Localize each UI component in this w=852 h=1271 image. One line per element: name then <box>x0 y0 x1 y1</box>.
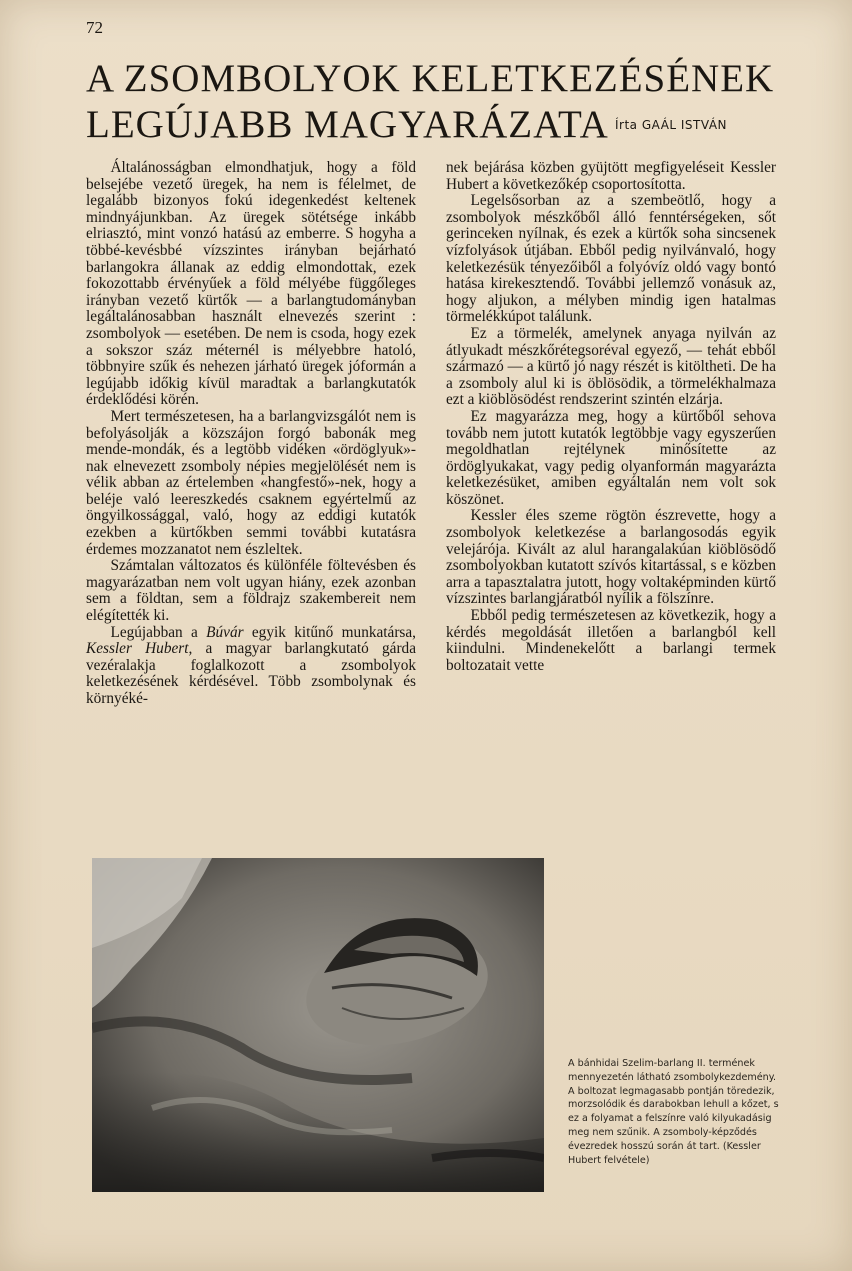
photo-caption: A bánhidai Szelim-barlang II. termének mennyezetén látható zsombolykezdemény. A boltozat legmagasabb pontján töredezik, morzsolódik és darabokban lehull a kőzet, s ez a folyamat a felszínre való kilyukadásig meg nem szűnik. A zsomboly-képződés évezredek hosszú során át tart. (Kessler Hubert felvétele) <box>568 1058 779 1166</box>
author-byline: Írta GAÁL ISTVÁN <box>615 118 728 132</box>
magazine-name: Búvár <box>206 623 244 641</box>
paragraph <box>86 625 416 708</box>
person-name: Kessler Hubert, <box>86 640 193 658</box>
paragraph: Mert természetesen, ha a barlangvizsgálót nem is befolyásolják a közszájon forgó babonák meg mende-mondák, és a legtöbb vidéken «ördöglyuk»-nak elnevezett zsomboly népies megjelölését nem is vélik abban az értelemben «hangfestő»-nek, hogy a beléje való leereszkedés csaknem egyértelmű az öngyilkossággal, való, hogy az eddigi kutatók ezekben a kürtőkben semmi további kutatásra érdemes mozzanatot nem észleltek. <box>86 407 416 558</box>
text-span: egyik kitűnő munkatársa, <box>243 623 416 641</box>
page-number: 72 <box>86 18 103 37</box>
cave-photo-illustration <box>92 858 544 1192</box>
right-column <box>446 160 776 674</box>
paragraph: Legelsősorban az a szembeötlő, hogy a zsombolyok mészkőből álló fenntérségeken, sőt gerinceken nyílnak, és ezek a kürtők soha sincsenek vízfolyások útjában. Ebből pedig nyilvánvaló, hogy keletkezésük tényezőiből a folyóvíz oldó vagy bontó hatása kirekesztendő. További jellemző vonásuk az, hogy aljukon, a mélyben mindig igen hatalmas törmelékkúpot találunk. <box>446 192 776 326</box>
paragraph: Általánosságban elmondhatjuk, hogy a föld belsejébe vezető üregek, ha nem is félelmet, de legalább bizonyos fokú idegenkedést keltenek mindnyájunkban. Az üregek sötétsége inkább elriasztó, mint vonzó hatású az emberre. S hogyha a többé-kevésbbé vízszintes irányban bejárható barlangokra állanak az eddig elmondottak, ezek fokozottabb érvényűek a föld mélyébe függőleges irányban vezető kürtők — a barlangtudományban legáltalánosabban használt elnevezés szerint : zsombolyok — esetében. De nem is csoda, hogy ezek a sokszor száz méternél is mélyebbre hatoló, többnyire szűk és nehezen járható üregek jóformán a legújabb időkig kívül maradtak a barlangkutatók érdeklődési körén. <box>86 159 416 409</box>
title-line-1: A ZSOMBOLYOK KELETKEZÉSÉNEK <box>86 57 775 100</box>
text-span: a magyar barlangkutató gárda vezéralakja foglalkozott a zsombolyok keletkezésének kérdésével. Több zsombolynak és környéké- <box>86 640 416 707</box>
paragraph: nek bejárása közben gyüjtött megfigyeléseit Kessler Hubert a következőkép csoportosította. <box>446 159 776 193</box>
title-line-2: LEGÚJABB MAGYARÁZATA <box>86 103 609 146</box>
left-column <box>86 160 416 708</box>
paragraph: Ebből pedig természetesen az következik, hogy a kérdés megoldását illetően a barlangból kell kiindulni. Mindenekelőtt a barlangi termek boltozatait vette <box>446 607 776 674</box>
article-title <box>86 56 786 148</box>
paragraph: Ez magyarázza meg, hogy a kürtőből sehova tovább nem jutott kutatók legtöbbje vagy egyszerűen megoldhatlan rejtélynek minősítette az ördöglyukakat, vagy pedig olyanformán magyarázta keletkezésüket, amiben egyáltalán nem volt sok köszönet. <box>446 407 776 508</box>
text-span: Legújabban a <box>110 623 207 641</box>
paragraph: Ez a törmelék, amelynek anyaga nyilván az átlyukadt mészkőrétegsoréval egyező, — tehát ebből származó — a kürtő jó nagy részét is kitöltheti. De ha a zsomboly alul ki is öblösödik, a törmelékhalmaza ezt a kiöblösödést rendszerint szintén elzárja. <box>446 324 776 409</box>
paragraph: Számtalan változatos és különféle föltevésben és magyarázatban nem volt ugyan hiány, ezek azonban sem a földtan, sem a földrajz szakembereit nem elégítették ki. <box>86 557 416 625</box>
cave-ceiling-photo <box>92 858 544 1192</box>
paragraph: Kessler éles szeme rögtön észrevette, hogy a zsombolyok keletkezése a barlangosodás egyik velejárója. Kivált az alul harangalakúan kiöblösödő zsombolyokban kutatott szívós kitartással, s e közben arra a tapasztalatra jutott, hogy voltaképminden kürtő vízszintes barlangjáratból nyílik a fölszínre. <box>446 507 776 608</box>
